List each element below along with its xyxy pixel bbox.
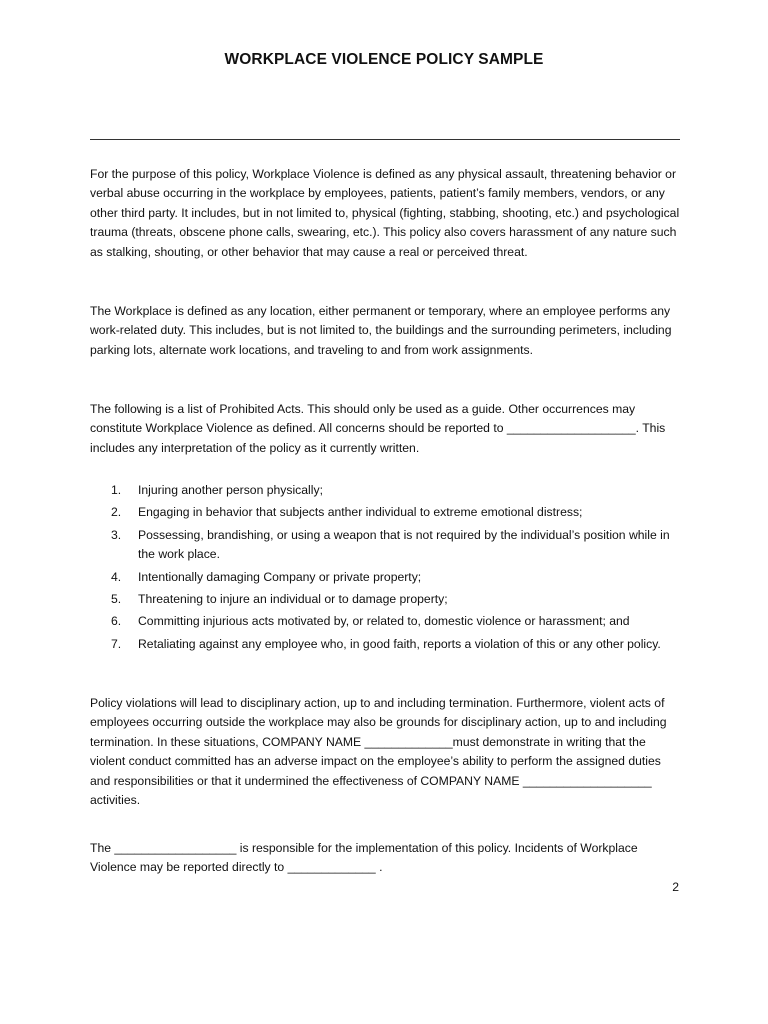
page-number: 2 [672, 880, 679, 894]
list-item-number: 5. [111, 592, 122, 607]
list-item-text: Engaging in behavior that subjects anther individual to extreme emotional distress; [138, 505, 583, 520]
list-item-text: Retaliating against any employee who, in good faith, reports a violation of this or any other policy. [138, 636, 661, 651]
list-item [90, 590, 682, 609]
list-item [90, 612, 682, 631]
list-item-text: Threatening to injure an individual or to damage property; [138, 592, 448, 607]
list-item-text: Injuring another person physically; [138, 483, 323, 497]
title-divider [90, 139, 680, 140]
list-item-text: Committing injurious acts motivated by, or related to, domestic violence or harassment; and [138, 614, 630, 629]
list-item-number: 7. [111, 636, 122, 651]
list-item [90, 503, 682, 522]
list-item-number: 2. [111, 505, 122, 520]
workplace-paragraph: The Workplace is defined as any location, either permanent or temporary, where an employee performs any work-related duty. This includes, but is not limited to, the buildings and the surrounding perimeters, including parking lots, alternate work locations, and traveling to and from work assignments. [90, 304, 672, 357]
definition-paragraph: For the purpose of this policy, Workplace Violence is defined as any physical assault, threatening behavior or verbal abuse occurring in the workplace by employees, patients, patient’s family members, vendors, or any other third party. It includes, but in not limited to, physical (fighting, stabbing, shooting, etc.) and psychological trauma (threats, obscene phone calls, swearing, etc.). This policy also covers harassment of any nature such as stalking, shouting, or other behavior that may cause a real or perceived threat. [90, 167, 680, 259]
list-item-number: 6. [111, 614, 122, 629]
list-item-number: 1. [111, 483, 122, 497]
violations-paragraph: Policy violations will lead to disciplinary action, up to and including termination. Furthermore, violent acts of employees occurring outside the workplace may also be grounds for disciplinary action, up to and including termination. In these situations, COMPANY NAME _____________must demonstrate in writing that the violent conduct committed has an adverse impact on the employee’s ability to perform the assigned duties and responsibilities or that it undermined the effectiveness of COMPANY NAME ___________________ activities. [90, 696, 667, 808]
prohibited-acts-list [90, 481, 682, 657]
list-item [90, 568, 682, 587]
responsibility-paragraph: The __________________ is responsible for the implementation of this policy. Incidents of Workplace Violence may be reported directly to _____________ . [90, 841, 638, 875]
prohibited-intro-paragraph: The following is a list of Prohibited Acts. This should only be used as a guide. Other occurrences may constitute Workplace Violence as defined. All concerns should be reported to ___________________. This includes any interpretation of the policy as it currently written. [90, 402, 666, 455]
list-item [90, 481, 682, 500]
document-title: WORKPLACE VIOLENCE POLICY SAMPLE [224, 51, 544, 68]
list-item-text: Possessing, brandishing, or using a weapon that is not required by the individual’s position while in the work place. [138, 527, 670, 562]
list-item-number: 3. [111, 527, 122, 542]
list-item-text: Intentionally damaging Company or private property; [138, 569, 422, 584]
list-item-number: 4. [111, 569, 122, 584]
list-item [90, 526, 682, 565]
list-item [90, 635, 682, 654]
